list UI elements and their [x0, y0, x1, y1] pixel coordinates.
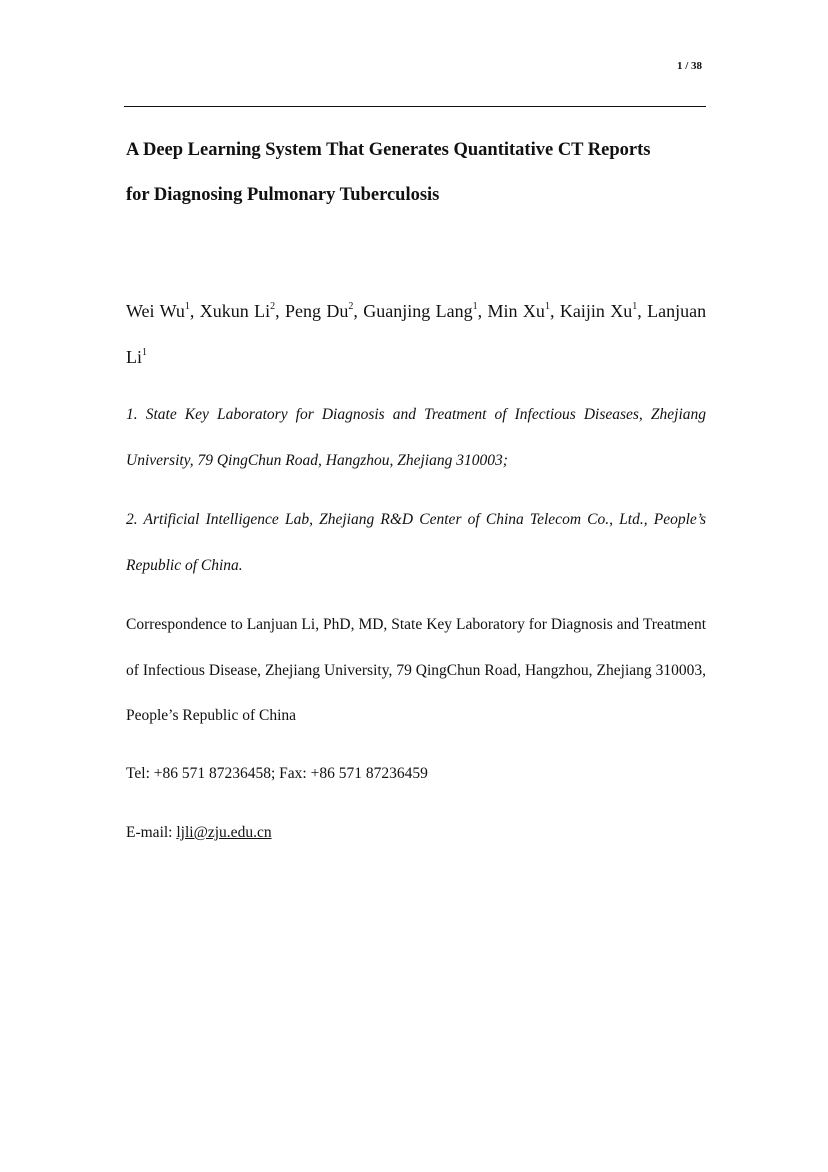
- email-label: E-mail:: [126, 824, 177, 841]
- author-name: Kaijin Xu: [559, 301, 633, 321]
- author-name: Lanjuan Li: [126, 301, 707, 367]
- author-affil-mark: 1: [472, 301, 478, 312]
- author-name: Wei Wu: [126, 301, 185, 321]
- author-affil-mark: 1: [142, 347, 147, 358]
- page-number: 1 / 38: [676, 60, 702, 72]
- author-list: Wei Wu$^1$, Xukun Li$^2$, Peng Du$^2$, Guanjing Lang$^1$, Min Xu$^1$, Kaijin Xu$^1$, Lanjuan Li$^1$: [126, 301, 707, 367]
- header-rule: [124, 106, 706, 107]
- title-line-2: for Diagnosing Pulmonary Tuberculosis: [126, 185, 440, 205]
- affiliation-1: 1. State Key Laboratory for Diagnosis and Treatment of Infectious Diseases, Zhejiang University, 79 QingChun Road, Hangzhou, Zhejiang 310003;: [126, 406, 706, 469]
- contact-phone-fax: Tel: +86 571 87236458; Fax: +86 571 87236459: [126, 765, 428, 782]
- correspondence: Correspondence to Lanjuan Li, PhD, MD, State Key Laboratory for Diagnosis and Treatment of Infectious Disease, Zhejiang University, 79 QingChun Road, Hangzhou, Zhejiang 310003, People’s Republic of China: [126, 616, 706, 724]
- author-affil-mark: 1: [632, 301, 638, 312]
- author-name: Min Xu: [487, 301, 545, 321]
- email-link[interactable]: ljli@zju.edu.cn: [176, 824, 272, 841]
- paper-title: [126, 128, 726, 218]
- affiliation-2: 2. Artificial Intelligence Lab, Zhejiang R&D Center of China Telecom Co., Ltd., People’s Republic of China.: [126, 511, 706, 574]
- author-name: Xukun Li: [199, 301, 271, 321]
- author-affil-mark: 1: [544, 301, 550, 312]
- title-line-1: A Deep Learning System That Generates Quantitative CT Reports: [126, 140, 651, 160]
- author-name: Guanjing Lang: [363, 301, 473, 321]
- author-affil-mark: 1: [184, 301, 190, 312]
- author-affil-mark: 2: [270, 301, 276, 312]
- author-name: Peng Du: [285, 301, 349, 321]
- author-affil-mark: 2: [348, 301, 354, 312]
- contact-email: [126, 821, 272, 845]
